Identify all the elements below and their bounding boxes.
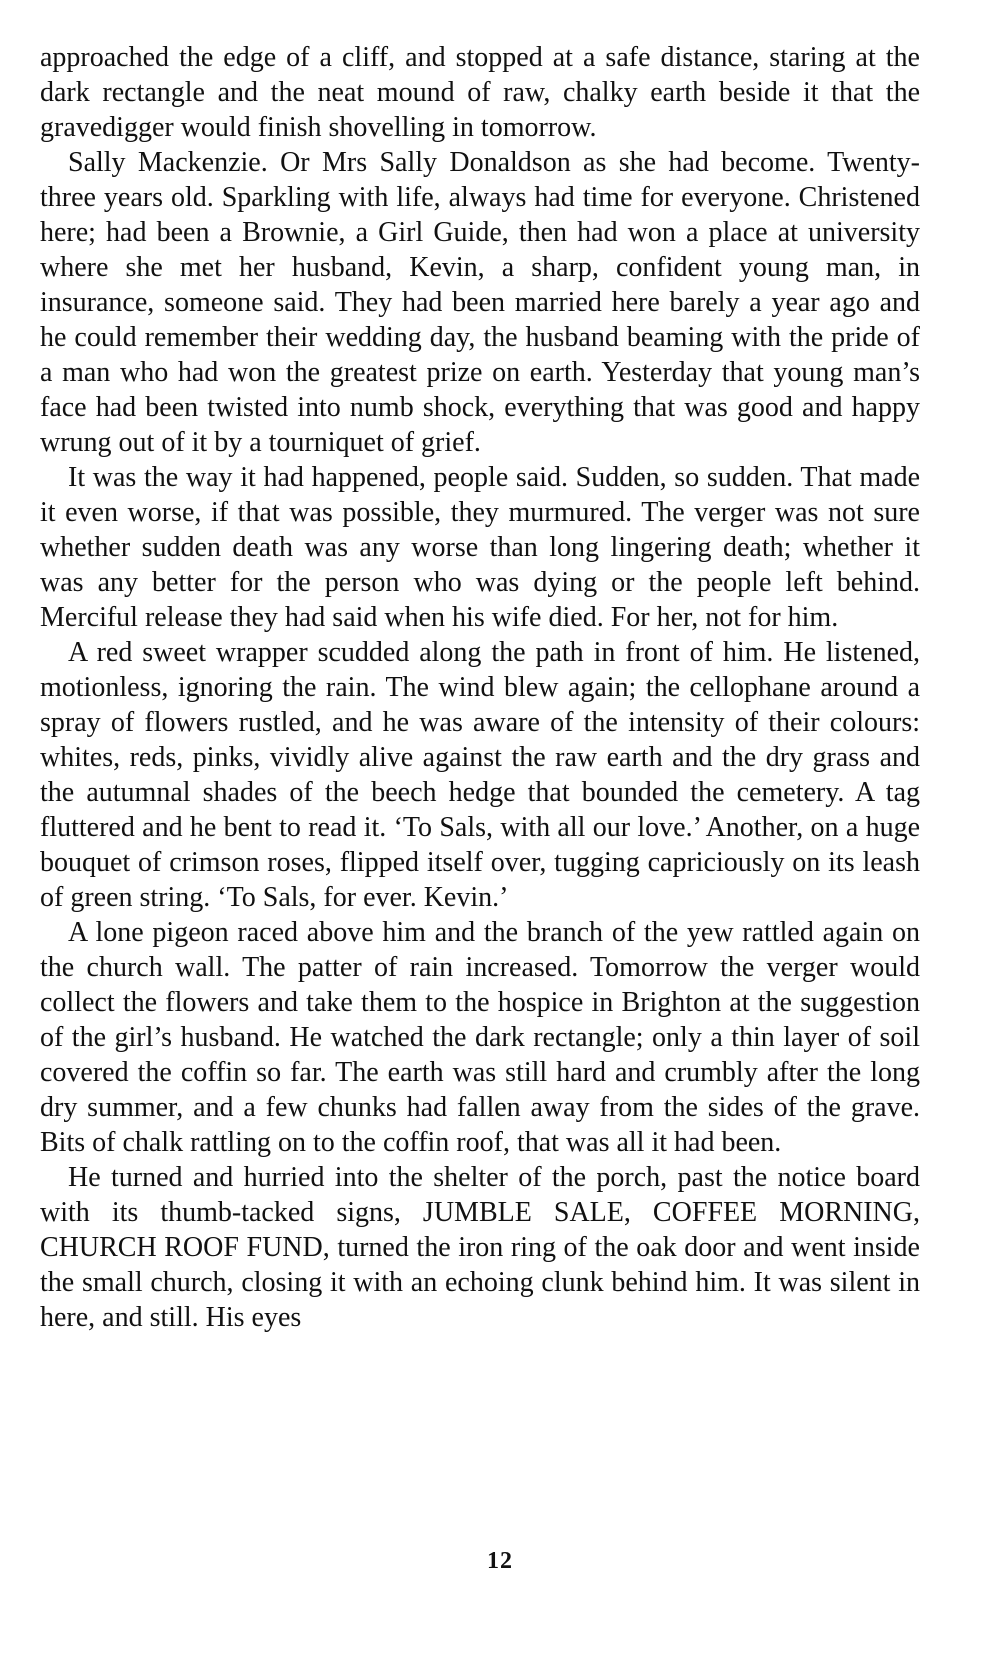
paragraph-2: Sally Mackenzie. Or Mrs Sally Donaldson as she had become. Twenty-three years old. Sparkling with life, always had time for everyone. Christened here; had been a Brownie, a Girl Guide, then had won a place at university where she met her husband, Kevin, a sharp, confident young man, in insurance, someone said. They had been married here barely a year ago and he could remember their wedding day, the husband beaming with the pride of a man who had won the greatest prize on earth. Yesterday that young man’s face had been twisted into numb shock, everything that was good and happy wrung out of it by a tourniquet of grief. — [40, 147, 920, 458]
book-page — [40, 40, 920, 1335]
paragraph-4: A red sweet wrapper scudded along the path in front of him. He listened, motionless, ignoring the rain. The wind blew again; the cellophane around a spray of flowers rustled, and he was aware of the intensity of their colours: whites, reds, pinks, vividly alive against the raw earth and the dry grass and the autumnal shades of the beech hedge that bounded the cemetery. A tag fluttered and he bent to read it. ‘To Sals, with all our love.’ Another, on a huge bouquet of crimson roses, flipped itself over, tugging capriciously on its leash of green string. ‘To Sals, for ever. Kevin.’ — [40, 637, 920, 913]
page-number: 12 — [487, 1548, 513, 1574]
paragraph-6: He turned and hurried into the shelter of the porch, past the notice board with its thumb-tacked signs, JUMBLE SALE, COFFEE MORNING, CHURCH ROOF FUND, turned the iron ring of the oak door and went inside the small church, closing it with an echoing clunk behind him. It was silent in here, and still. His eyes — [40, 1162, 920, 1333]
paragraph-3: It was the way it had happened, people said. Sudden, so sudden. That made it even worse, if that was possible, they murmured. The verger was not sure whether sudden death was any worse than long lingering death; whether it was any better for the person who was dying or the people left behind. Merciful release they had said when his wife died. For her, not for him. — [40, 462, 920, 633]
paragraph-5: A lone pigeon raced above him and the branch of the yew rattled again on the church wall. The patter of rain increased. Tomorrow the verger would collect the flowers and take them to the hospice in Brighton at the suggestion of the girl’s husband. He watched the dark rectangle; only a thin layer of soil covered the coffin so far. The earth was still hard and crumbly after the long dry summer, and a few chunks had fallen away from the sides of the grave. Bits of chalk rattling on to the coffin roof, that was all it had been. — [40, 917, 920, 1158]
paragraph-1: approached the edge of a cliff, and stopped at a safe distance, staring at the dark rectangle and the neat mound of raw, chalky earth beside it that the gravedigger would finish shovelling in tomorrow. — [40, 42, 920, 143]
